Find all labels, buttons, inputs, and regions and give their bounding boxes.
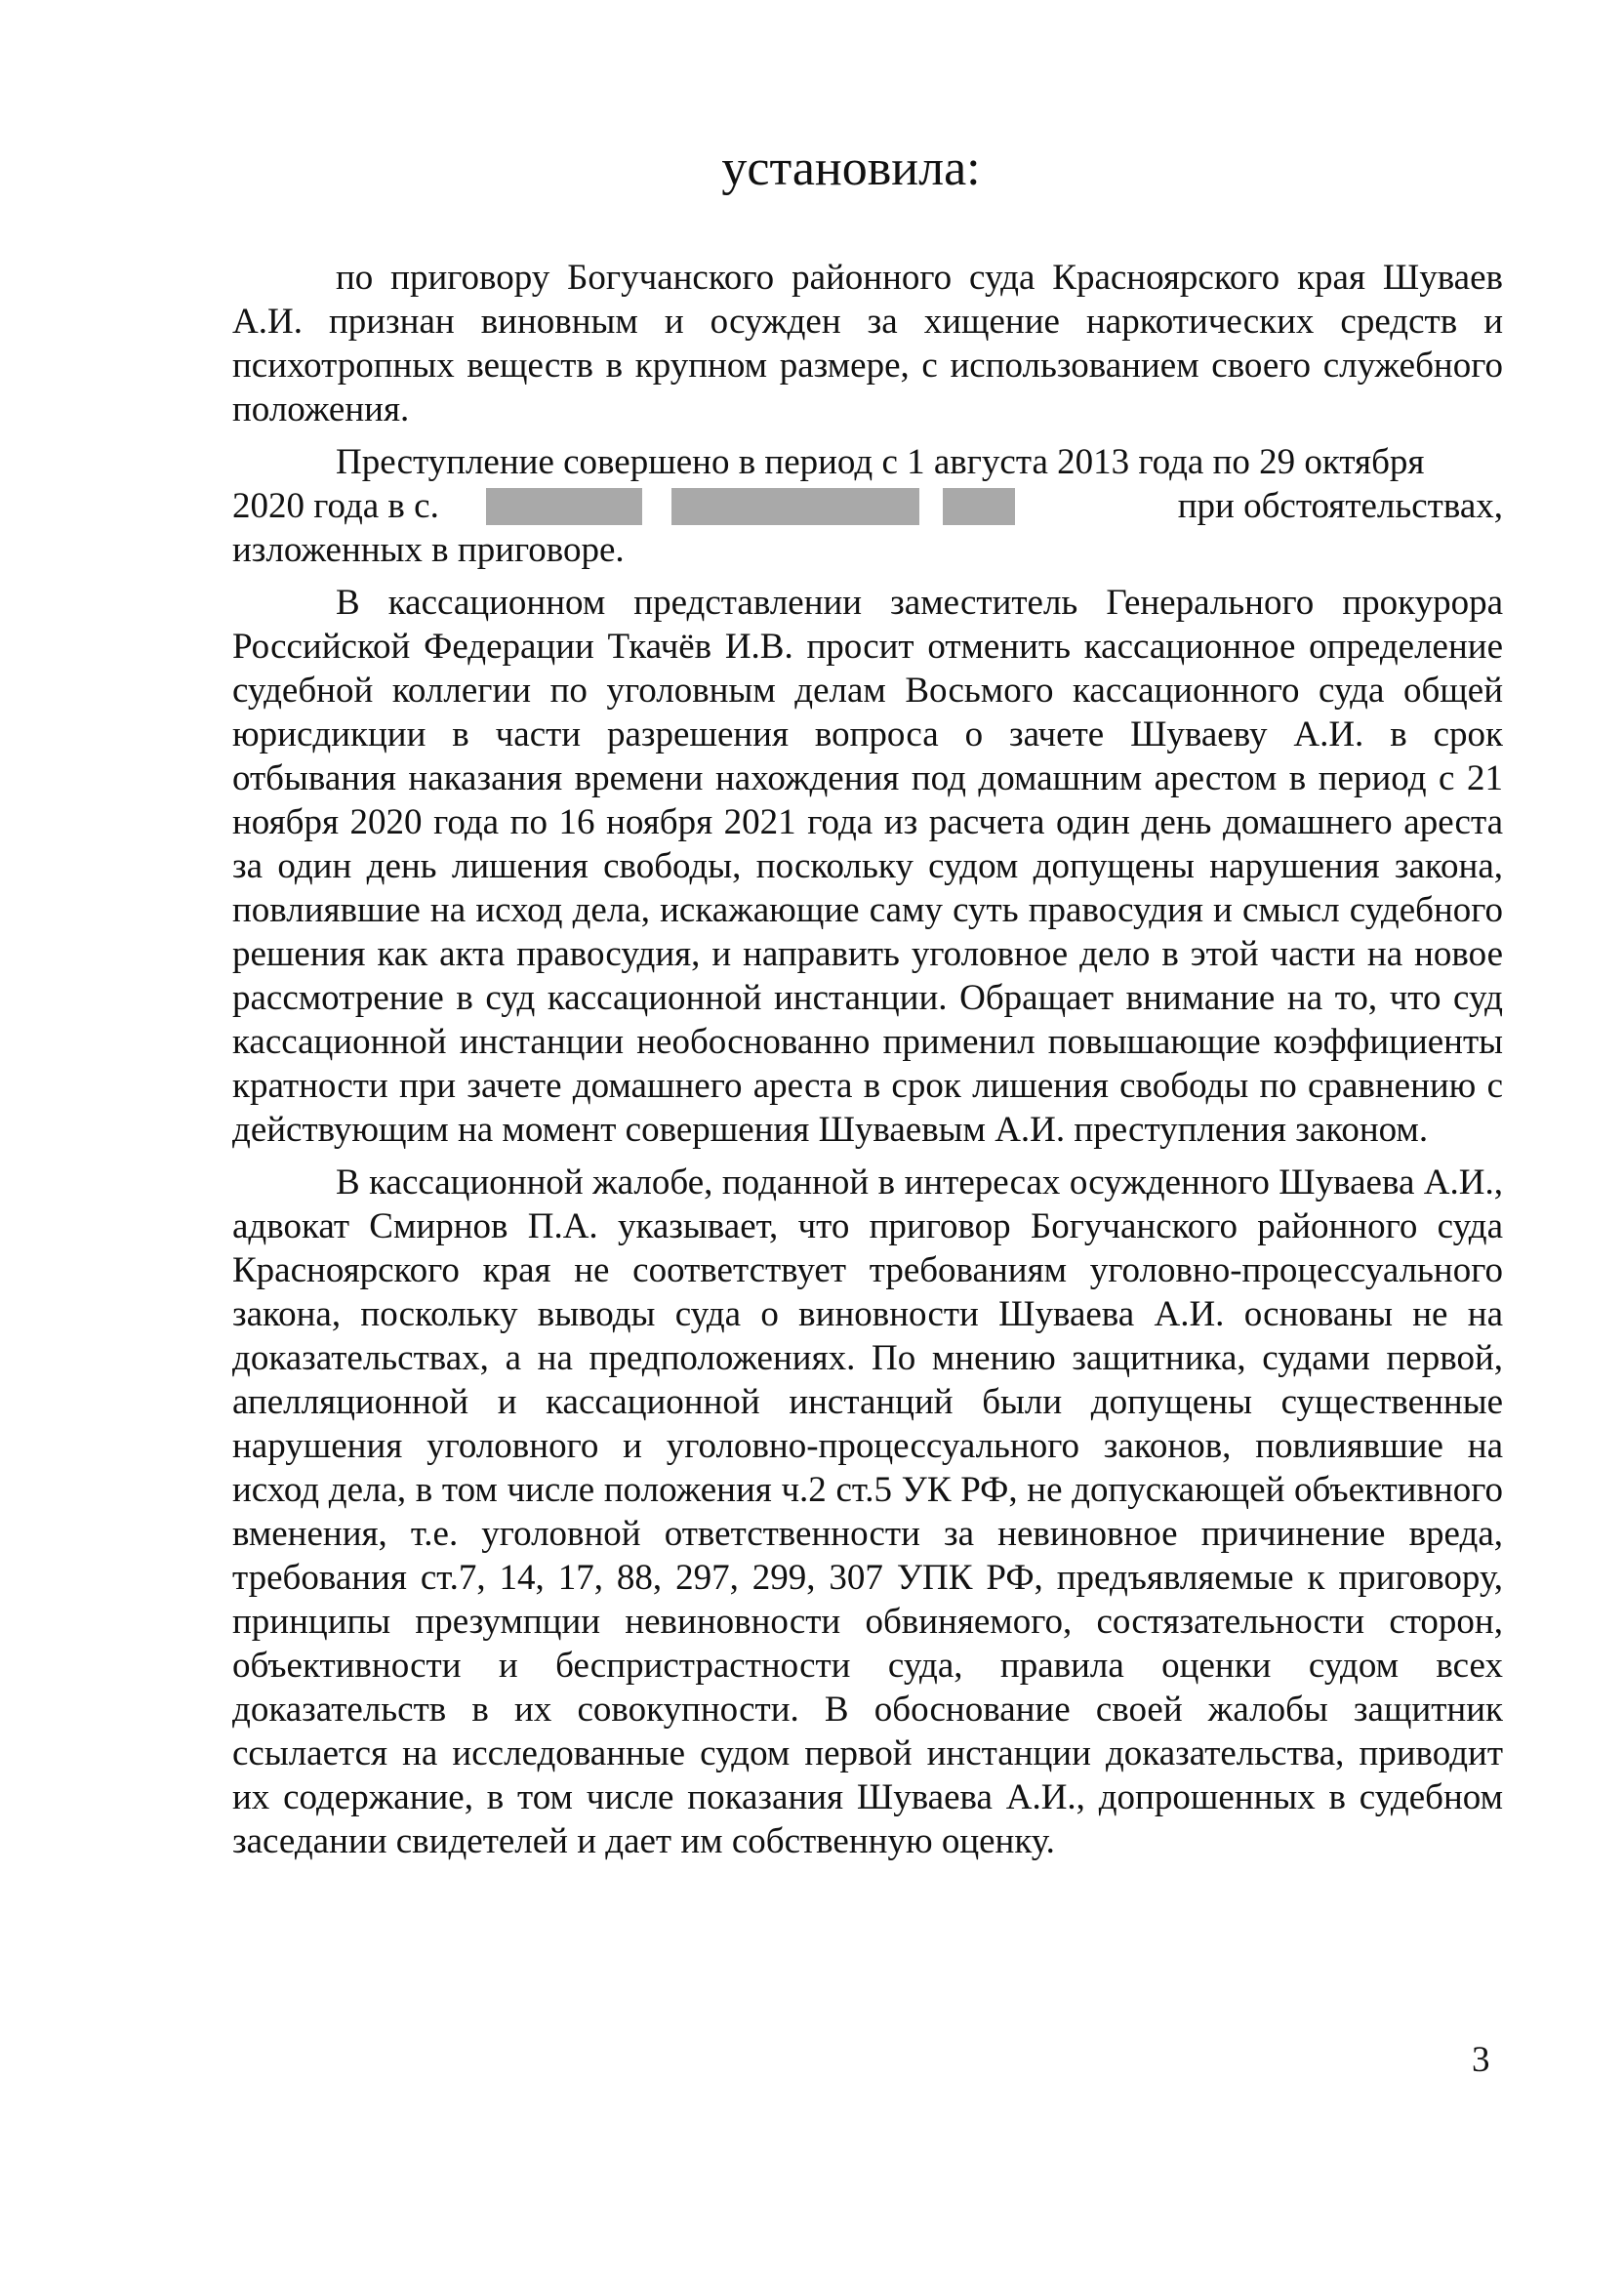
- paragraph-cassation-presentation: В кассационном представлении заместитель Генерального прокурора Российской Федерации Ткачёв И.В. просит отменить кассационное определение судебной коллегии по уголовным делам Восьмого кассационного суда общей юрисдикции в части разрешения вопроса о зачете Шуваеву А.И. в срок отбывания наказания времени нахождения под домашним арестом в период с 21 ноября 2020 года по 16 ноября 2021 года из расчета один день домашнего ареста за один день лишения свободы, поскольку судом допущены нарушения закона, повлиявшие на исход дела, искажающие саму суть правосудия и смысл судебного решения как акта правосудия, и направить уголовное дело в этой части на новое рассмотрение в суд кассационной инстанции. Обращает внимание на то, что суд кассационной инстанции необоснованно применил повышающие коэффициенты кратности при зачете домашнего ареста в срок лишения свободы по сравнению с действующим на момент совершения Шуваевым А.И. преступления законом.: [232, 583, 1503, 1150]
- crime-period-line: Преступление совершено в период с 1 августа 2013 года по 29 октября: [336, 442, 1425, 482]
- crime-period-end: изложенных в приговоре.: [232, 530, 625, 570]
- redaction-block: [671, 488, 919, 525]
- page-number: 3: [1472, 2040, 1490, 2080]
- redacted-line-tail: при обстоятельствах,: [1177, 486, 1503, 526]
- redacted-location-line: [232, 484, 1503, 528]
- paragraph-verdict: по приговору Богучанского районного суда Красноярского края Шуваев А.И. признан виновным и осужден за хищение наркотических средств и психотропных веществ в крупном размере, с использованием своего служебного положения.: [232, 258, 1503, 429]
- redaction-block: [486, 488, 642, 525]
- paragraph-cassation-complaint: В кассационной жалобе, поданной в интересах осужденного Шуваева А.И., адвокат Смирнов П.А. указывает, что приговор Богучанского районного суда Красноярского края не соответствует требованиям уголовно-процессуального закона, поскольку выводы суда о виновности Шуваева А.И. основаны не на доказательствах, а на предположениях. По мнению защитника, судами первой, апелляционной и кассационной инстанций были допущены существенные нарушения уголовного и уголовно-процессуального законов, повлиявшие на исход дела, в том числе положения ч.2 ст.5 УК РФ, не допускающей объективного вменения, т.е. уголовной ответственности за невиновное причинение вреда, требования ст.7, 14, 17, 88, 297, 299, 307 УПК РФ, предъявляемые к приговору, принципы презумпции невиновности обвиняемого, состязательности сторон, объективности и беспристрастности суда, правила оценки судом всех доказательств в их совокупности. В обоснование своей жалобы защитник ссылается на исследованные судом первой инстанции доказательства, приводит их содержание, в том числе показания Шуваева А.И., допрошенных в судебном заседании свидетелей и дает им собственную оценку.: [232, 1162, 1503, 1861]
- document-body: [232, 256, 1503, 1872]
- redacted-line-lead: 2020 года в с.: [232, 486, 439, 526]
- section-heading: установила:: [721, 141, 981, 196]
- redaction-block: [943, 488, 1015, 525]
- paragraph-crime-period: [232, 440, 1503, 572]
